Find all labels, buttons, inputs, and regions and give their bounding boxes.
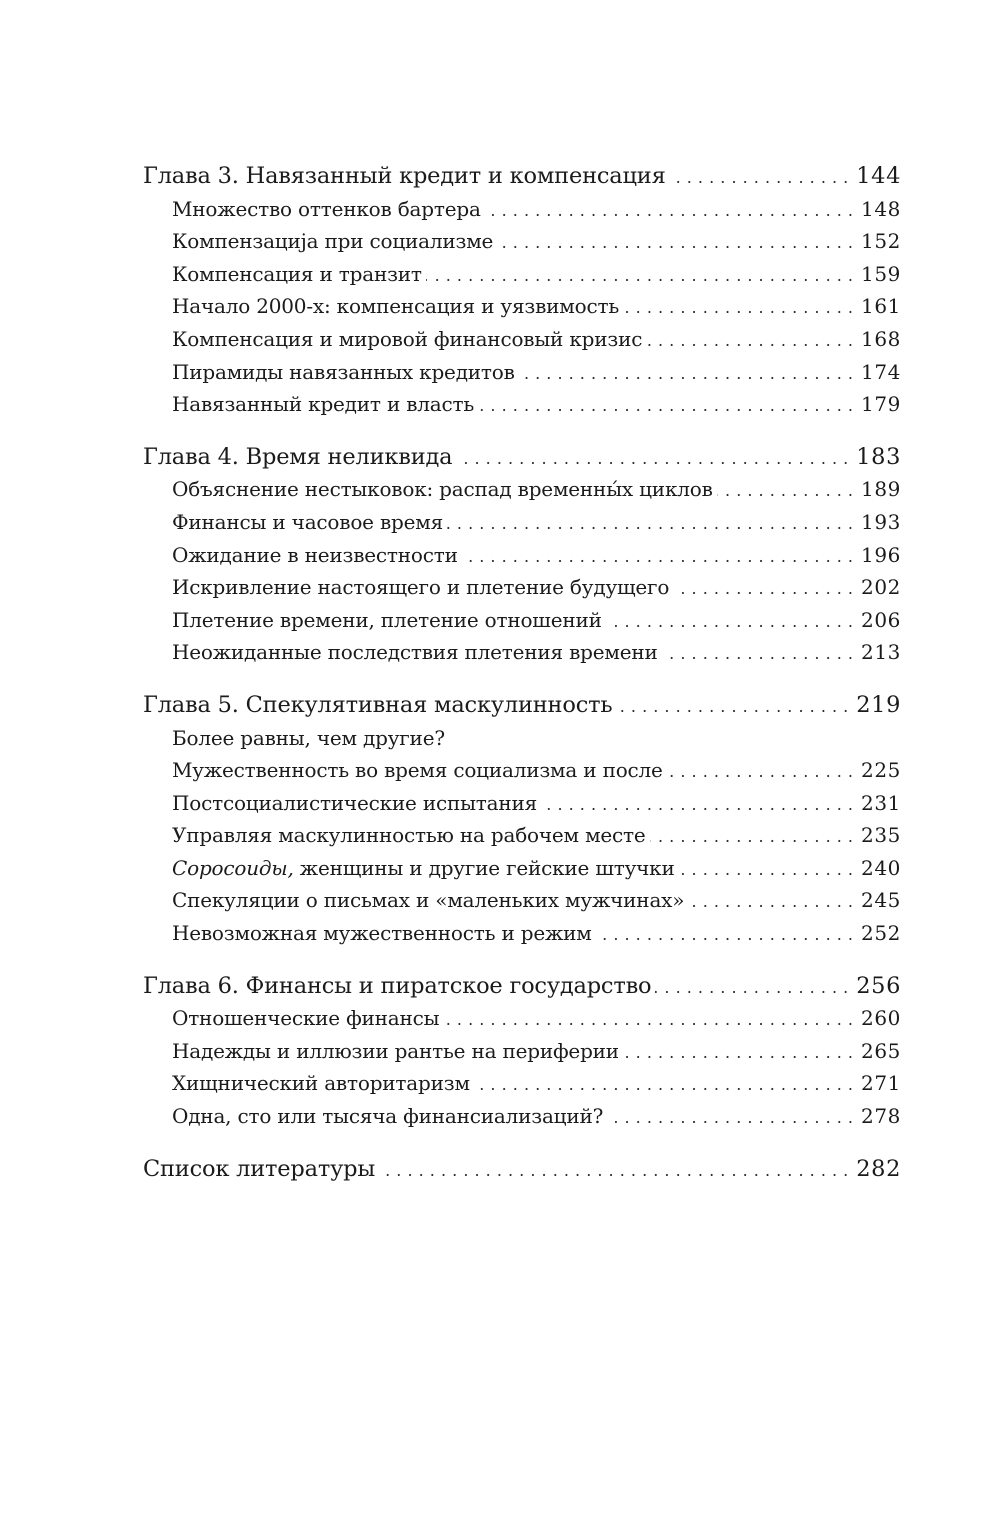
toc-section-entry[interactable] xyxy=(143,722,901,787)
section-title: Невозможная мужественность и режим xyxy=(172,921,592,946)
section-title-rest: женщины и другие гейские штучки xyxy=(293,855,675,880)
dot-leader xyxy=(541,789,853,822)
section-page-number: 235 xyxy=(861,823,901,848)
section-title: Начало 2000-х: компенсация и уязвимость xyxy=(172,294,620,319)
toc-section-entry[interactable] xyxy=(143,819,901,852)
chapter-title: Глава 3. Навязанный кредит и компенсация xyxy=(143,163,666,189)
toc-section-entry[interactable] xyxy=(143,539,901,572)
dot-leader xyxy=(497,227,853,260)
section-title: Множество оттенков бартера xyxy=(172,196,481,221)
dot-leader xyxy=(717,475,853,508)
section-page-number: 231 xyxy=(861,790,901,815)
section-page-number: 196 xyxy=(861,542,901,567)
section-page-number: 189 xyxy=(861,477,901,502)
toc-chapter-entry[interactable] xyxy=(143,160,901,193)
chapter-title: Список литературы xyxy=(143,1155,376,1182)
section-title: Финансы и часовое время xyxy=(172,509,444,534)
section-title: Отношенческие финансы xyxy=(172,1006,440,1031)
toc-chapter-entry[interactable] xyxy=(143,441,901,474)
section-page-number: 148 xyxy=(861,196,901,221)
section-title: Одна, сто или тысяча финансиализаций? xyxy=(172,1104,604,1129)
table-of-contents xyxy=(143,160,901,1185)
toc-section-entry[interactable] xyxy=(143,388,901,421)
chapter-page-number: 183 xyxy=(856,443,901,470)
dot-leader xyxy=(655,972,848,1005)
section-title: Спекуляции о письмах и «маленьких мужчинах» xyxy=(172,888,685,913)
section-page-number: 161 xyxy=(861,294,901,319)
section-title: Ожидание в неизвестности xyxy=(172,542,458,567)
dot-leader xyxy=(606,606,853,639)
dot-leader xyxy=(623,292,853,325)
toc-section-entry[interactable] xyxy=(143,1100,901,1133)
dot-leader xyxy=(379,1155,848,1188)
dot-leader xyxy=(456,443,848,476)
group-spacer xyxy=(143,1133,901,1153)
section-page-number: 265 xyxy=(861,1038,901,1063)
section-page-number: 260 xyxy=(861,1006,901,1031)
dot-leader xyxy=(485,195,853,228)
dot-leader xyxy=(607,1102,853,1135)
chapter-page-number: 219 xyxy=(856,691,901,718)
section-title: Компенсация и мировой финансовый кризис xyxy=(172,326,643,351)
section-page-number: 202 xyxy=(861,575,901,600)
section-title: Компенсация и транзит xyxy=(172,261,422,286)
section-page-number: 159 xyxy=(861,261,901,286)
section-page-number: 271 xyxy=(861,1071,901,1096)
chapter-title: Глава 5. Спекулятивная маскулинность xyxy=(143,691,613,718)
dot-leader xyxy=(474,1069,853,1102)
section-title: Навязанный кредит и власть xyxy=(172,392,475,417)
dot-leader xyxy=(596,919,853,952)
toc-section-entry[interactable] xyxy=(143,1035,901,1068)
toc-section-entry[interactable] xyxy=(143,787,901,820)
toc-section-entry[interactable] xyxy=(143,225,901,258)
section-page-number: 152 xyxy=(861,229,901,254)
section-title: Надежды и иллюзии рантье на периферии xyxy=(172,1038,619,1063)
section-title-continuation: Мужественность во время социализма и после xyxy=(172,758,663,783)
dot-leader xyxy=(662,638,853,671)
toc-section-entry[interactable] xyxy=(143,852,901,885)
toc-section-entry[interactable] xyxy=(143,917,901,950)
dot-leader xyxy=(650,821,853,854)
toc-section-entry[interactable] xyxy=(143,356,901,389)
section-page-number: 240 xyxy=(861,855,901,880)
dot-leader xyxy=(667,756,853,789)
section-first-line xyxy=(172,722,901,755)
section-page-number: 206 xyxy=(861,607,901,632)
toc-chapter-entry[interactable] xyxy=(143,689,901,722)
dot-leader xyxy=(646,325,853,358)
toc-section-entry[interactable] xyxy=(143,323,901,356)
section-title: Плетение времени, плетение отношений xyxy=(172,607,602,632)
section-title: Управляя маскулинностью на рабочем месте xyxy=(172,823,646,848)
section-title: Хищнический авторитаризм xyxy=(172,1071,470,1096)
section-page-number: 252 xyxy=(861,921,901,946)
toc-section-entry[interactable] xyxy=(143,1067,901,1100)
section-title: Более равны, чем другие? xyxy=(172,725,445,750)
dot-leader xyxy=(673,573,853,606)
dot-leader xyxy=(426,260,853,293)
chapter-title: Глава 6. Финансы и пиратское государство xyxy=(143,972,652,999)
chapter-title: Глава 4. Время неликвида xyxy=(143,443,453,470)
chapter-page-number: 282 xyxy=(856,1155,901,1182)
chapter-page-number: 256 xyxy=(856,972,901,999)
section-second-line xyxy=(172,754,901,787)
dot-leader xyxy=(447,508,853,541)
section-page-number: 193 xyxy=(861,509,901,534)
dot-leader xyxy=(679,854,853,887)
section-page-number: 168 xyxy=(861,326,901,351)
dot-leader xyxy=(478,390,853,423)
dot-leader xyxy=(616,691,848,724)
section-title xyxy=(172,852,675,885)
toc-chapter-entry[interactable] xyxy=(143,970,901,1003)
dot-leader xyxy=(688,886,853,919)
toc-section-entry[interactable] xyxy=(143,193,901,226)
toc-section-entry[interactable] xyxy=(143,1002,901,1035)
dot-leader xyxy=(519,358,853,391)
section-title: Пирамиды навязанных кредитов xyxy=(172,359,515,384)
section-title: Неожиданные последствия плетения времени xyxy=(172,640,658,665)
section-page-number: 225 xyxy=(861,758,901,783)
toc-chapter-entry[interactable] xyxy=(143,1153,901,1186)
toc-section-entry[interactable] xyxy=(143,473,901,506)
toc-section-entry[interactable] xyxy=(143,290,901,323)
dot-leader xyxy=(670,162,849,195)
section-page-number: 278 xyxy=(861,1104,901,1129)
section-page-number: 245 xyxy=(861,888,901,913)
toc-section-entry[interactable] xyxy=(143,884,901,917)
section-page-number: 213 xyxy=(861,640,901,665)
toc-section-entry[interactable] xyxy=(143,636,901,669)
group-spacer xyxy=(143,669,901,689)
section-title: Компензацијa при социализме xyxy=(172,229,494,254)
dot-leader xyxy=(443,1004,853,1037)
group-spacer xyxy=(143,950,901,970)
group-spacer xyxy=(143,421,901,441)
dot-leader xyxy=(462,541,853,574)
section-title: Искривление настоящего и плетение будущего xyxy=(172,575,670,600)
toc-section-entry[interactable] xyxy=(143,604,901,637)
section-title: Постсоциалистические испытания xyxy=(172,790,538,815)
section-title: Объяснение нестыковок: распад временны́х циклов xyxy=(172,477,713,502)
chapter-page-number: 144 xyxy=(856,163,901,189)
section-title-italic: Соросоиды, xyxy=(172,855,294,880)
section-page-number: 174 xyxy=(861,359,901,384)
toc-section-entry[interactable] xyxy=(143,571,901,604)
toc-section-entry[interactable] xyxy=(143,258,901,291)
toc-section-entry[interactable] xyxy=(143,506,901,539)
section-page-number: 179 xyxy=(861,392,901,417)
dot-leader xyxy=(623,1037,853,1070)
